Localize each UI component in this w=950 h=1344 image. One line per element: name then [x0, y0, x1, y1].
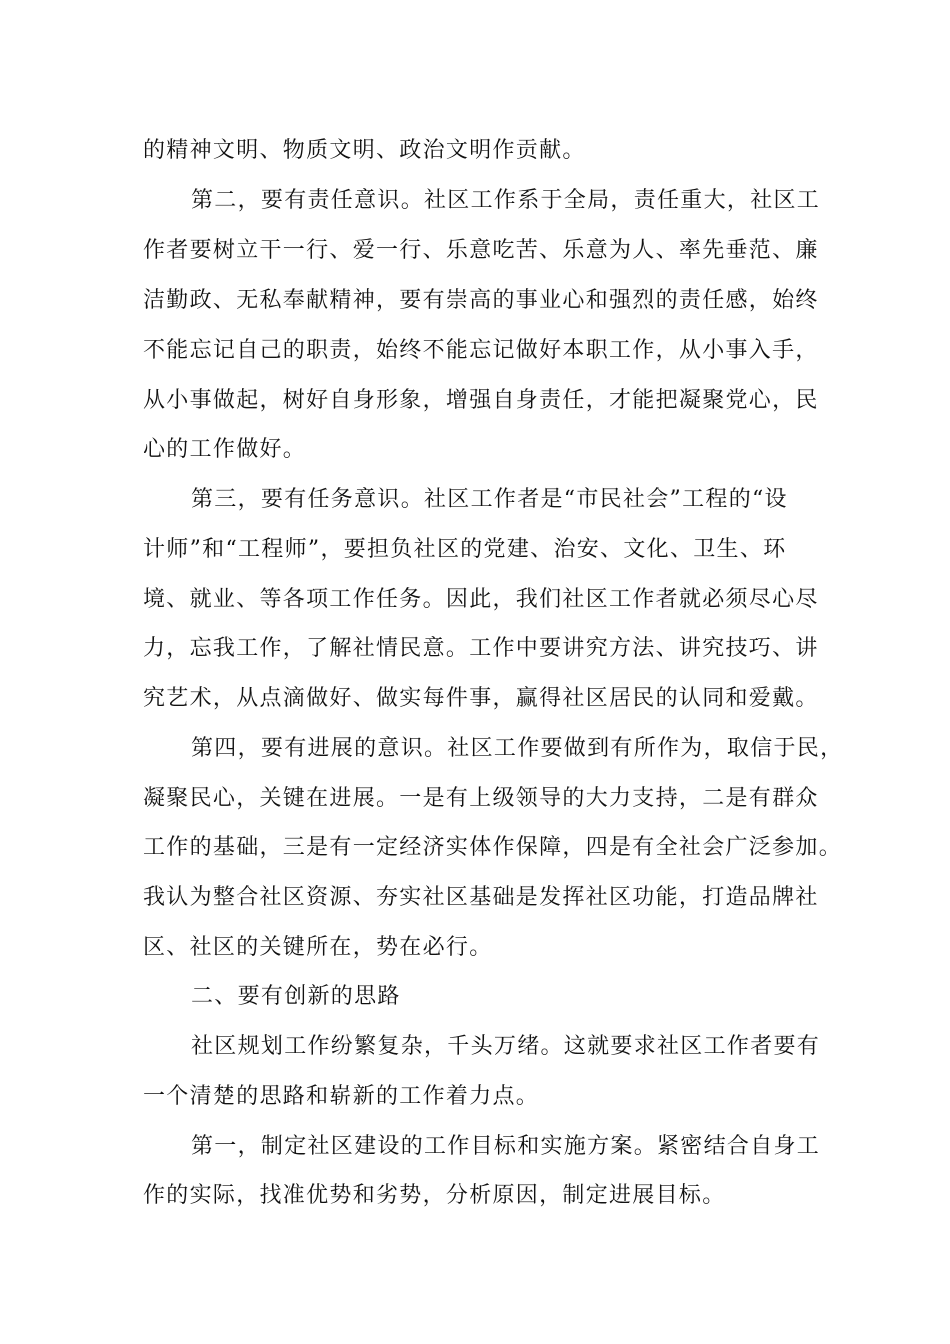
text-line-4: 洁勤政、无私奉献精神，要有崇高的事业心和强烈的责任感，始终	[143, 288, 819, 313]
text-line-5: 不能忘记自己的职责，始终不能忘记做好本职工作，从小事入手，	[143, 338, 819, 363]
text-line-2: 第二，要有责任意识。社区工作系于全局，责任重大，社区工	[191, 188, 821, 213]
text-line-21: 第一，制定社区建设的工作目标和实施方案。紧密结合自身工	[191, 1134, 821, 1159]
text-line-14: 凝聚民心，关键在进展。一是有上级领导的大力支持，二是有群众	[143, 786, 819, 811]
text-line-1: 的精神文明、物质文明、政治文明作贡献。	[143, 138, 586, 163]
text-line-22: 作的实际，找准优势和劣势，分析原因，制定进展目标。	[143, 1183, 726, 1208]
text-line-11: 力，忘我工作，了解社情民意。工作中要讲究方法、讲究技巧、讲	[143, 636, 819, 661]
text-line-15: 工作的基础，三是有一定经济实体作保障，四是有全社会广泛参加。	[143, 835, 843, 860]
text-line-7: 心的工作做好。	[143, 437, 307, 462]
text-line-3: 作者要树立干一行、爱一行、乐意吃苦、乐意为人、率先垂范、廉	[143, 238, 819, 263]
text-line-16: 我认为整合社区资源、夯实社区基础是发挥社区功能，打造品牌社	[143, 885, 819, 910]
text-line-12: 究艺术，从点滴做好、做实每件事，赢得社区居民的认同和爱戴。	[143, 686, 819, 711]
text-line-19: 社区规划工作纷繁复杂，千头万绪。这就要求社区工作者要有	[191, 1034, 821, 1059]
text-line-13: 第四，要有进展的意识。社区工作要做到有所作为，取信于民，	[191, 736, 844, 761]
section-heading: 二、要有创新的思路	[191, 984, 401, 1009]
text-line-9: 计师”和“工程师”，要担负社区的党建、治安、文化、卫生、环	[143, 537, 787, 562]
text-line-6: 从小事做起，树好自身形象，增强自身责任，才能把凝聚党心，民	[143, 388, 819, 413]
text-line-20: 一个清楚的思路和崭新的工作着力点。	[143, 1084, 540, 1109]
text-line-8: 第三，要有任务意识。社区工作者是“市民社会”工程的“设	[191, 487, 788, 512]
text-line-10: 境、就业、等各项工作任务。因此，我们社区工作者就必须尽心尽	[143, 587, 819, 612]
text-line-17: 区、社区的关键所在，势在必行。	[143, 935, 493, 960]
